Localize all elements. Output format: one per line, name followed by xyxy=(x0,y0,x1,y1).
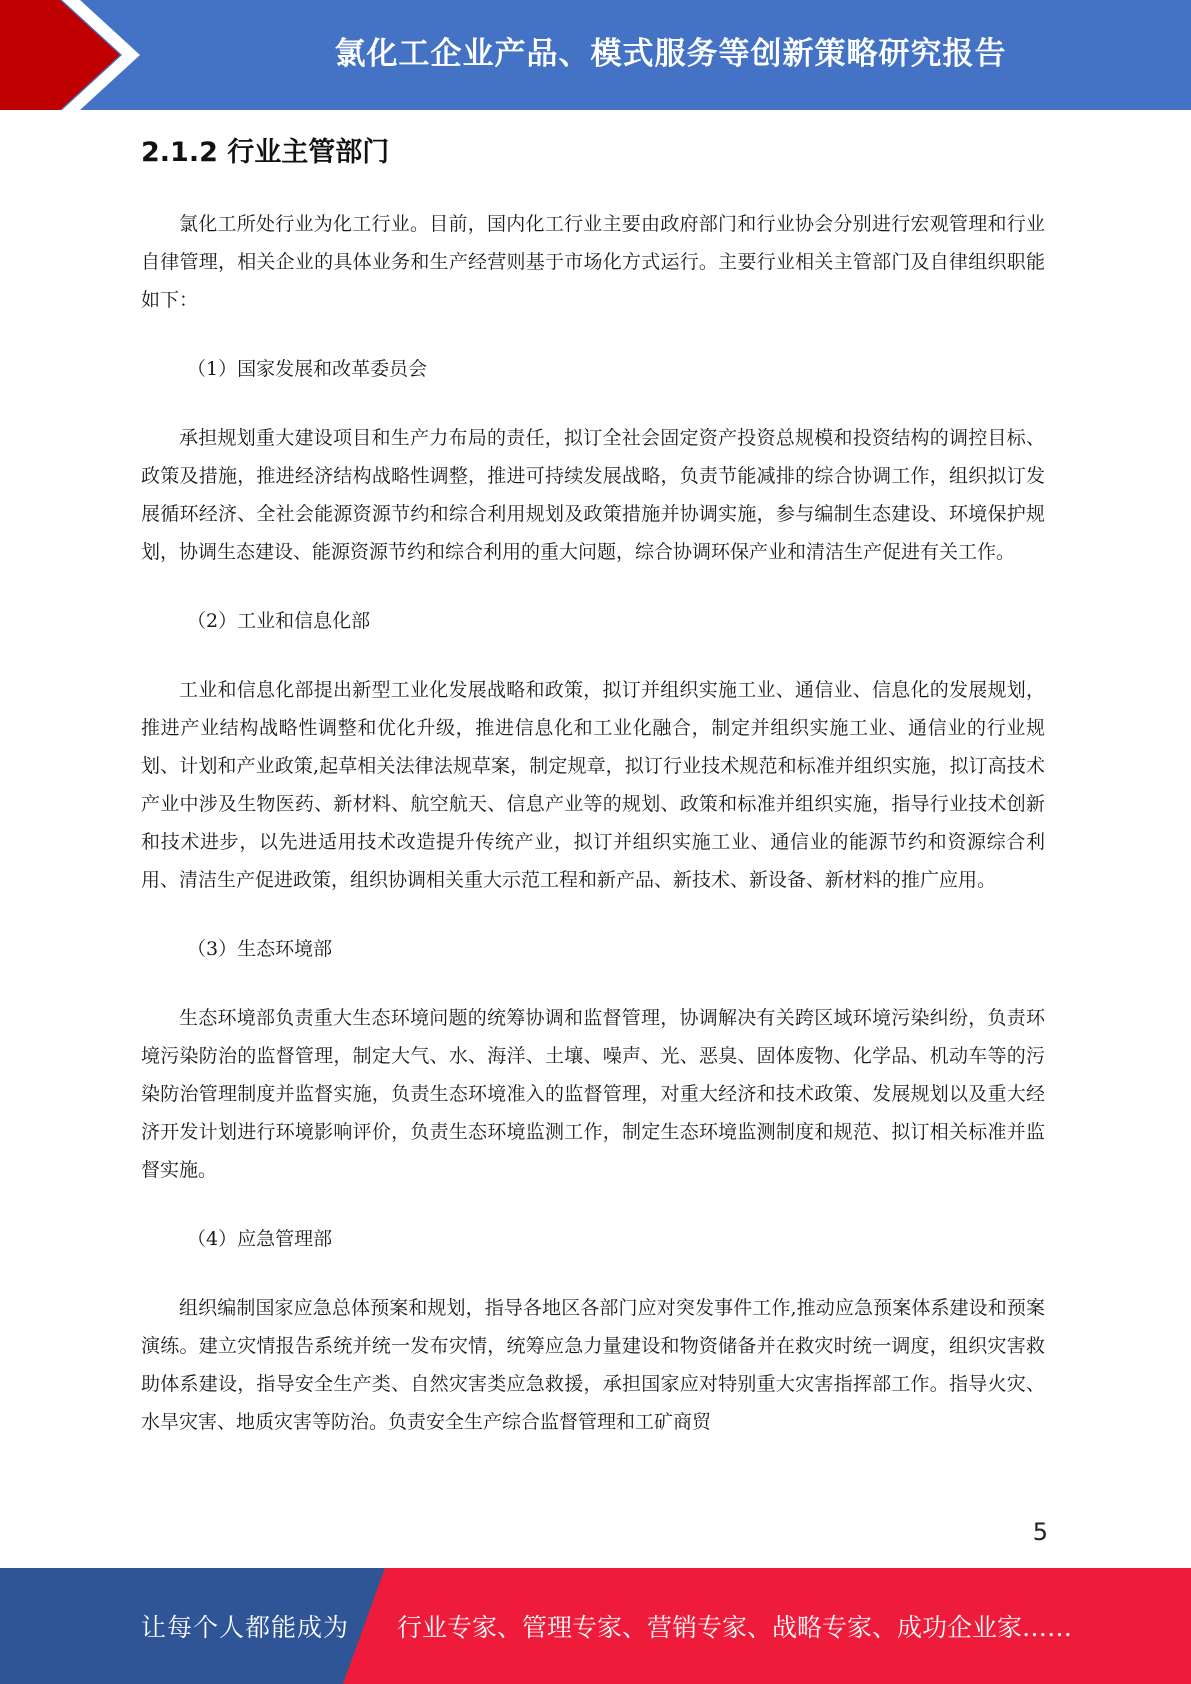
intro-paragraph: 氯化工所处行业为化工行业。目前，国内化工行业主要由政府部门和行业协会分别进行宏观管理和行业自律管理，相关企业的具体业务和生产经营则基于市场化方式运行。主要行业相关主管部门及自律组织职能如下： xyxy=(141,213,1045,311)
item-heading: （3）生态环境部 xyxy=(187,938,333,960)
item-heading: （1）国家发展和改革委员会 xyxy=(187,358,428,380)
item-paragraph: 工业和信息化部提出新型工业化发展战略和政策，拟订并组织实施工业、通信业、信息化的发展规划，推进产业结构战略性调整和优化升级，推进信息化和工业化融合，制定并组织实施工业、通信业的行业规划、计划和产业政策,起草相关法律法规草案，制定规章，拟订行业技术规范和标准并组织实施，拟订高技术产业中涉及生物医药、新材料、航空航天、信息产业等的规划、政策和标准并组织实施，指导行业技术创新和技术进步，以先进适用技术改造提升传统产业，拟订并组织实施工业、通信业的能源节约和资源综合利用、清洁生产促进政策，组织协调相关重大示范工程和新产品、新技术、新设备、新材料的推广应用。 xyxy=(141,679,1045,891)
item-heading: （2）工业和信息化部 xyxy=(187,610,371,632)
item-paragraph: 承担规划重大建设项目和生产力布局的责任，拟订全社会固定资产投资总规模和投资结构的调控目标、政策及措施，推进经济结构战略性调整，推进可持续发展战略，负责节能减排的综合协调工作，组织拟订发展循环经济、全社会能源资源节约和综合利用规划及政策措施并协调实施，参与编制生态建设、环境保护规划，协调生态建设、能源资源节约和综合利用的重大问题，综合协调环保产业和清洁生产促进有关工作。 xyxy=(141,427,1045,563)
item-paragraph: 组织编制国家应急总体预案和规划，指导各地区各部门应对突发事件工作,推动应急预案体系建设和预案演练。建立灾情报告系统并统一发布灾情，统筹应急力量建设和物资储备并在救灾时统一调度，组织灾害救助体系建设，指导安全生产类、自然灾害类应急救援，承担国家应对特别重大灾害指挥部工作。指导火灾、水旱灾害、地质灾害等防治。负责安全生产综合监督管理和工矿商贸 xyxy=(141,1297,1045,1433)
report-title: 氯化工企业产品、模式服务等创新策略研究报告 xyxy=(334,35,1007,72)
header-band xyxy=(0,0,1191,110)
section-heading: 2.1.2 行业主管部门 xyxy=(141,137,390,168)
page-number: 5 xyxy=(1032,1518,1048,1546)
footer-band xyxy=(0,1568,1191,1684)
item-heading: （4）应急管理部 xyxy=(187,1228,333,1250)
footer-slogan-right: 行业专家、管理专家、营销专家、战略专家、成功企业家…… xyxy=(397,1613,1073,1642)
footer-slogan-left: 让每个人都能成为 xyxy=(141,1613,350,1642)
item-paragraph: 生态环境部负责重大生态环境问题的统筹协调和监督管理，协调解决有关跨区域环境污染纠纷，负责环境污染防治的监督管理，制定大气、水、海洋、土壤、噪声、光、恶臭、固体废物、化学品、机动车等的污染防治管理制度并监督实施，负责生态环境准入的监督管理，对重大经济和技术政策、发展规划以及重大经济开发计划进行环境影响评价，负责生态环境监测工作，制定生态环境监测制度和规范、拟订相关标准并监督实施。 xyxy=(141,1007,1045,1181)
chevron-arrow-icon xyxy=(0,0,160,110)
document-body xyxy=(141,205,1045,1441)
